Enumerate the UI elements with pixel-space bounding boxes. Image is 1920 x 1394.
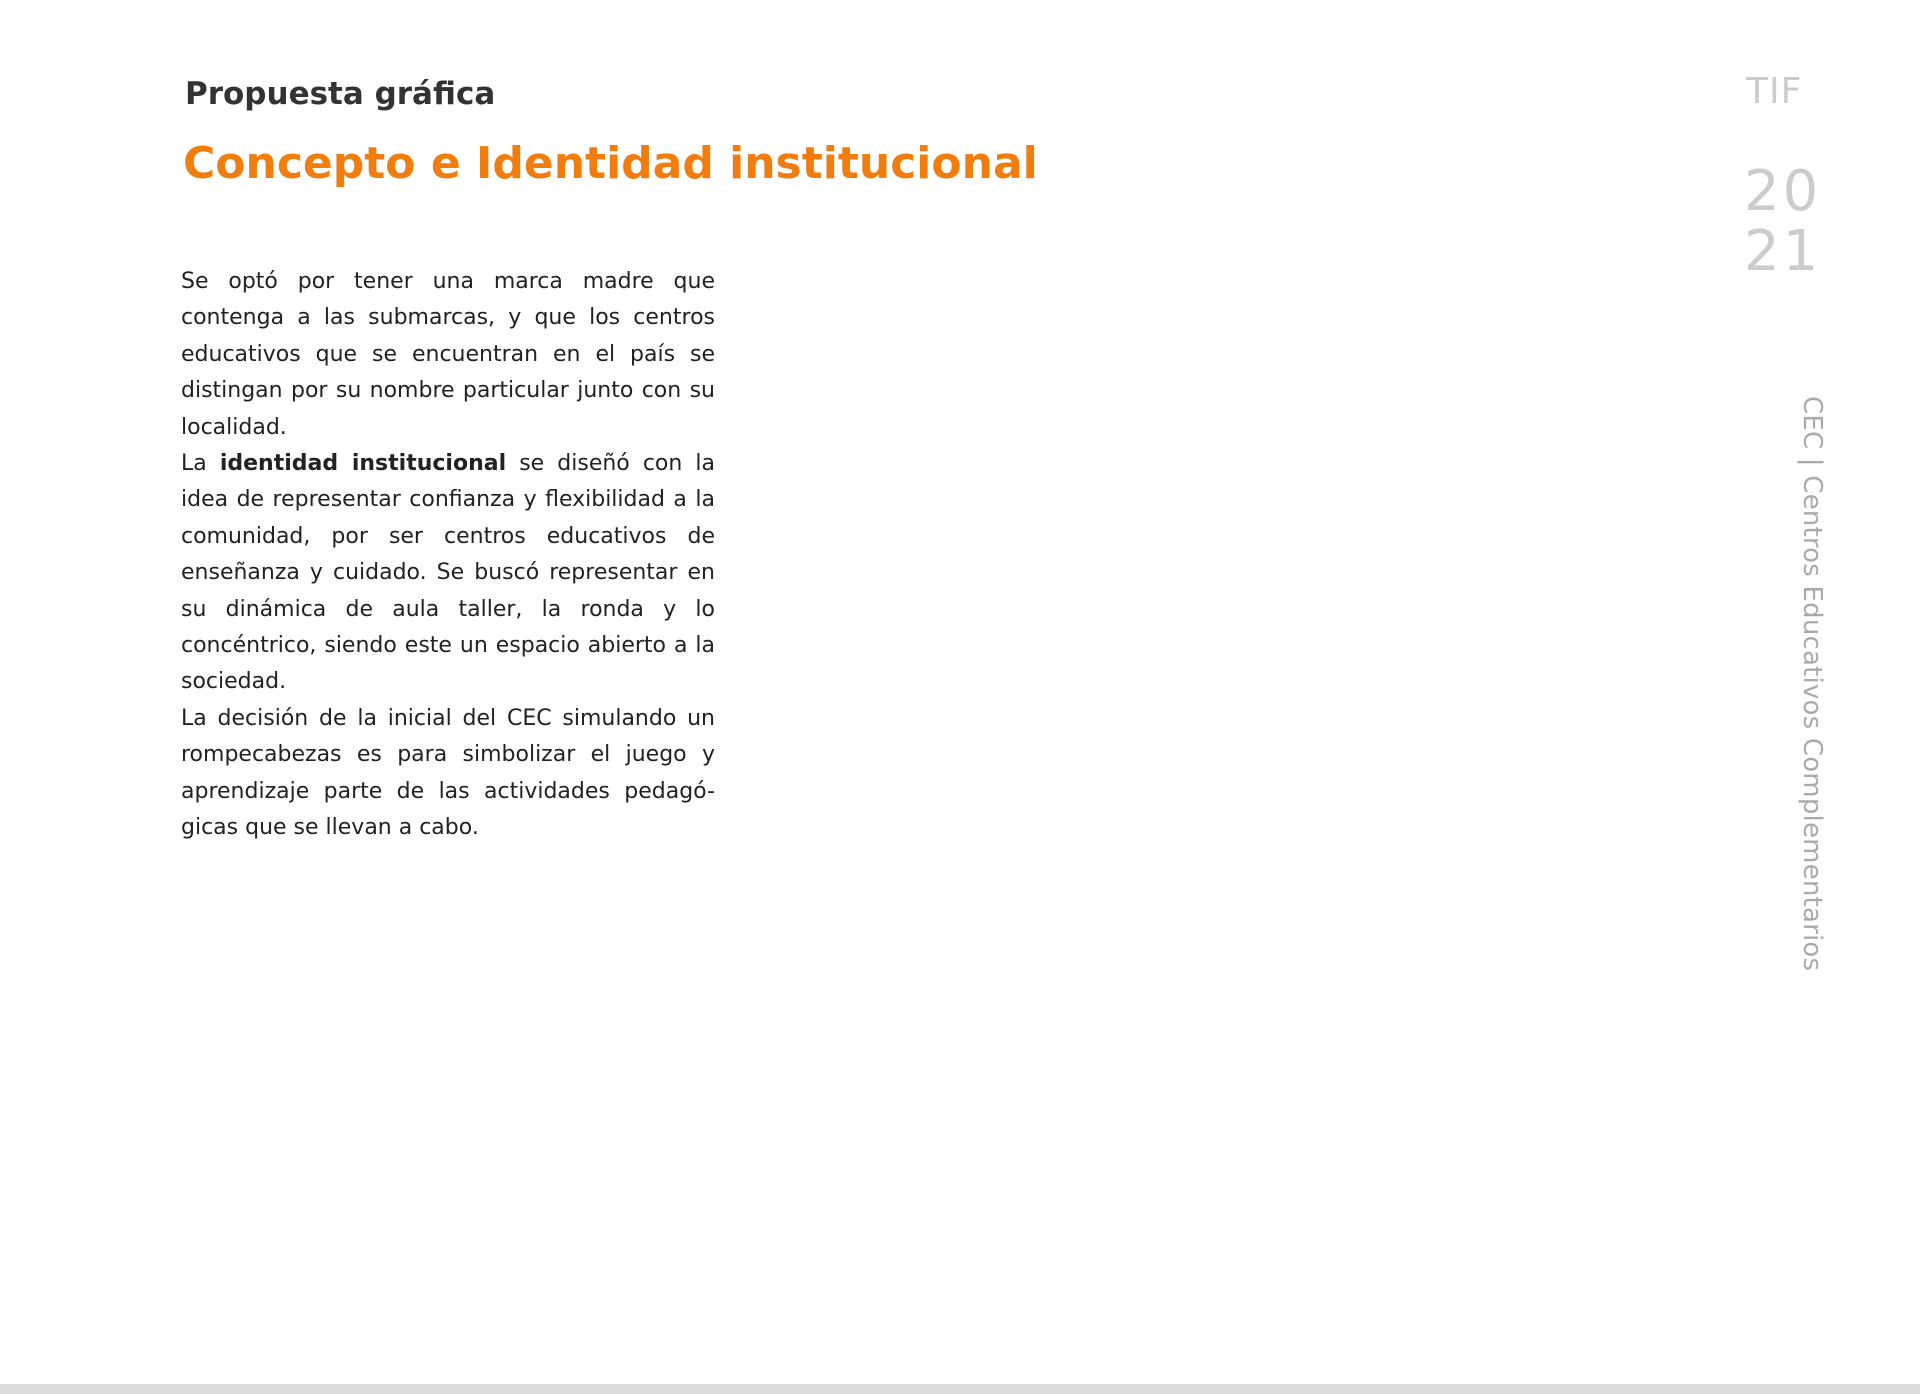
paragraph-identidad-prefix: La [181, 451, 220, 477]
year-block [1744, 159, 1822, 284]
paragraph-rompecabezas: La decisión de la inicial del CEC simulando un rompecabezas es para simbolizar el juego y aprendizaje parte de las actividades pedagó- [181, 705, 715, 804]
section-label: Propuesta gráfica [185, 76, 496, 112]
footer-bar [0, 1384, 1920, 1394]
side-caption: CEC | Centros Educativos Complementarios [1797, 396, 1827, 972]
body-text [181, 264, 715, 847]
paragraph-identidad-rest: se diseñó con la idea de representar confianza y flexibilidad a la comunidad, por ser centros educativos de enseñanza y cuidado. Se buscó representar en su dinámica de aula taller, la ronda y lo concéntrico, siendo este un espacio abierto a la sociedad. [181, 451, 715, 695]
year-line-2: 21 [1744, 219, 1822, 284]
page-title: Concepto e Identidad institucional [183, 138, 1038, 189]
paragraph-marca-madre: Se optó por tener una marca madre que contenga a las submarcas, y que los centros educativos que se encuentran en el país se distingan por su nombre particular junto con su localidad. [181, 269, 715, 440]
year-line-1: 20 [1744, 159, 1822, 224]
paragraph-rompecabezas-end: gicas que se llevan a cabo. [181, 815, 479, 841]
paragraph-identidad [181, 446, 715, 701]
paragraph-identidad-highlight: identidad institucional [219, 451, 507, 477]
tif-label: TIF [1746, 71, 1803, 112]
